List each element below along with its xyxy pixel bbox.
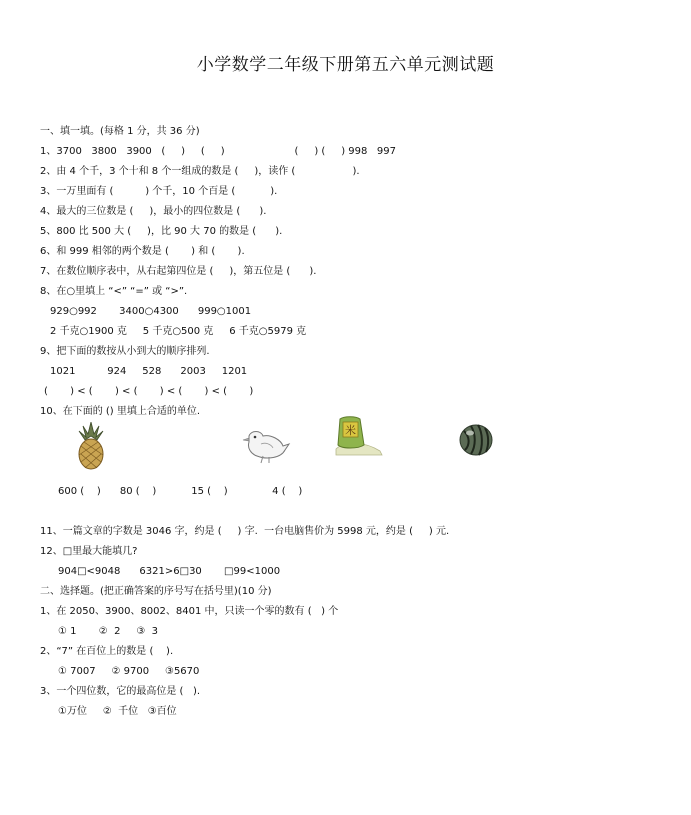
section-2-heading: 二、选择题。(把正确答案的序号写在括号里)(10 分) xyxy=(40,586,272,597)
question-6: 6、和 999 相邻的两个数是 ( ) 和 ( ). xyxy=(40,246,245,257)
question-4: 4、最大的三位数是 ( )，最小的四位数是 ( ). xyxy=(40,206,267,217)
watermelon-icon xyxy=(458,423,494,457)
question-9-numbers: 1021 924 528 2003 1201 xyxy=(50,366,248,377)
question-1: 1、3700 3800 3900 ( ) ( ) ( ) ( ) 998 997 xyxy=(40,146,396,157)
rice-bag-label: 米 xyxy=(345,424,356,437)
section-1-heading: 一、填一填。(每格 1 分，共 36 分) xyxy=(40,126,200,137)
question-12-row: 904□<9048 6321>6□30 □99<1000 xyxy=(58,566,281,577)
question-8-row-1: 929○992 3400○4300 999○1001 xyxy=(50,306,252,317)
choice-question-2-options: ① 7007 ② 9700 ③5670 xyxy=(58,666,200,677)
rice-bag-icon xyxy=(334,415,384,457)
pineapple-icon xyxy=(74,422,108,470)
choice-question-1: 1、在 2050、3900、8002、8401 中，只读一个零的数有 ( ) 个 xyxy=(40,606,339,617)
chick-icon xyxy=(241,428,291,464)
question-9-blanks: ( ) < ( ) < ( ) < ( ) < ( ) xyxy=(44,386,254,397)
question-7: 7、在数位顺序表中，从右起第四位是 ( )，第五位是 ( ). xyxy=(40,266,317,277)
question-12: 12、□里最大能填几? xyxy=(40,546,138,557)
question-10-units: 600 ( ) 80 ( ) 15 ( ) 4 ( ) xyxy=(58,486,303,497)
question-2: 2、由 4 个千，3 个十和 8 个一组成的数是 ( )，读作 ( ). xyxy=(40,166,360,177)
question-11: 11、一篇文章的字数是 3046 字，约是 ( ) 字. 一台电脑售价为 5998 元，约是 ( ) 元. xyxy=(40,526,450,537)
choice-question-2: 2、“7” 在百位上的数是 ( ). xyxy=(40,646,174,657)
page-title: 小学数学二年级下册第五六单元测试题 xyxy=(196,55,495,75)
question-8-row-2: 2 千克○1900 克 5 千克○500 克 6 千克○5979 克 xyxy=(50,326,307,337)
question-10: 10、在下面的 () 里填上合适的单位. xyxy=(40,406,201,417)
question-3: 3、一万里面有 ( ) 个千，10 个百是 ( ). xyxy=(40,186,278,197)
question-9: 9、把下面的数按从小到大的顺序排列. xyxy=(40,346,210,357)
choice-question-1-options: ① 1 ② 2 ③ 3 xyxy=(58,626,159,637)
choice-question-3: 3、一个四位数，它的最高位是 ( ). xyxy=(40,686,201,697)
question-5: 5、800 比 500 大 ( )，比 90 大 70 的数是 ( ). xyxy=(40,226,283,237)
question-8: 8、在○里填上 “<” “=” 或 “>”. xyxy=(40,286,188,297)
choice-question-3-options: ①万位 ② 千位 ③百位 xyxy=(58,706,177,717)
